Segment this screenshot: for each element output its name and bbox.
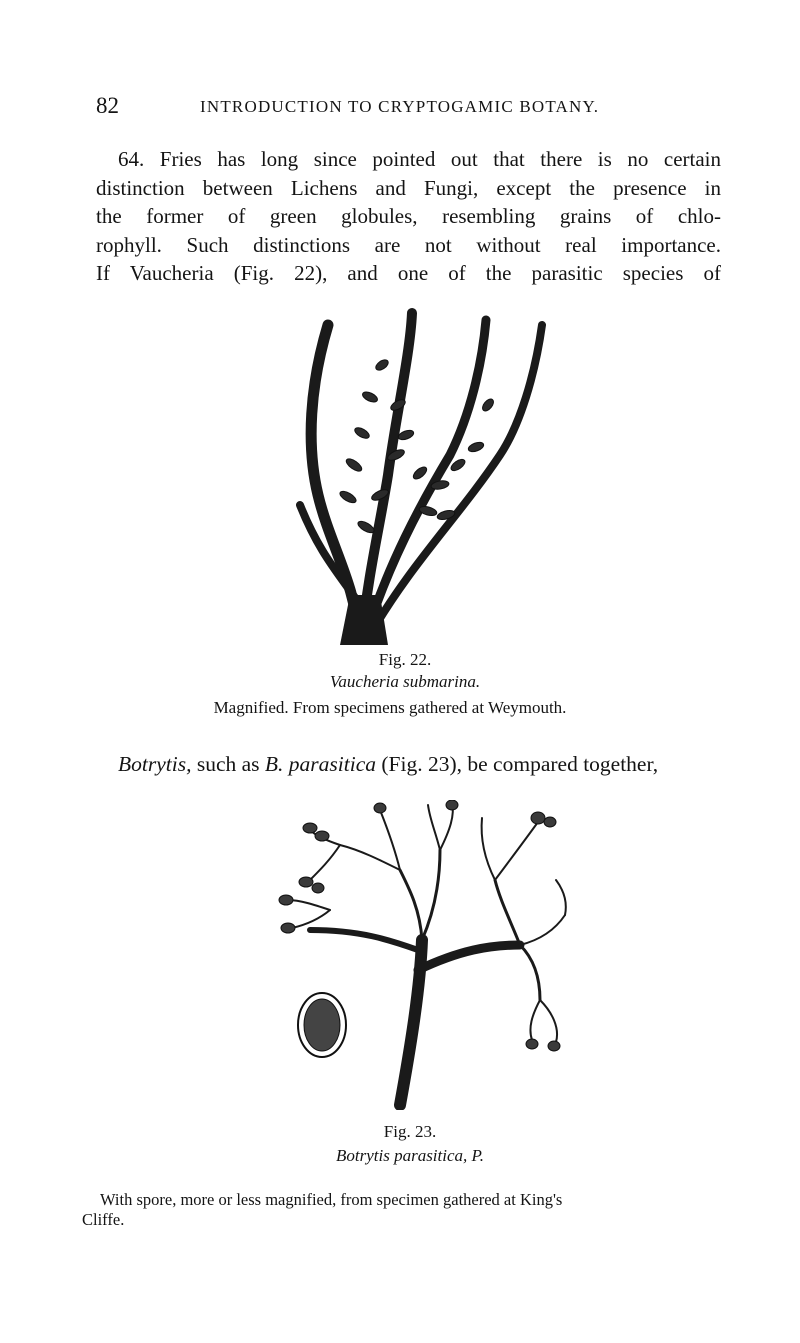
species-name: B. parasitica bbox=[264, 752, 377, 776]
figure-23-label: Fig. 23. bbox=[383, 1122, 437, 1141]
figure-23-name: Botrytis parasitica, P. bbox=[336, 1146, 484, 1165]
paragraph-line: 64. Fries has long since pointed out that there is no certain bbox=[118, 147, 721, 171]
body-paragraph bbox=[96, 145, 721, 288]
continuation-line bbox=[118, 752, 728, 777]
figure-22-label: Fig. 22. bbox=[378, 650, 432, 669]
genus-name: Botrytis, bbox=[118, 752, 192, 776]
continuation-text: such as bbox=[191, 752, 265, 776]
paragraph-line: the former of green globules, resembling grains of chlo- bbox=[96, 204, 721, 228]
figure-22-name: Vaucheria submarina. bbox=[329, 672, 481, 691]
paragraph-line: distinction between Lichens and Fungi, except the presence in bbox=[96, 175, 721, 200]
page-number: 82 bbox=[96, 93, 119, 118]
page-header bbox=[96, 93, 736, 127]
figure-23-note-line: Cliffe. bbox=[82, 1210, 125, 1229]
figure-22-caption bbox=[0, 650, 800, 718]
figure-23-caption bbox=[0, 1122, 800, 1166]
running-title: INTRODUCTION TO CRYPTOGAMIC BOTANY. bbox=[200, 97, 600, 116]
botrytis-illustration bbox=[270, 800, 580, 1110]
vaucheria-illustration bbox=[270, 305, 560, 645]
figure-23-note-line: With spore, more or less magnified, from specimen gathered at King's bbox=[100, 1190, 563, 1209]
paragraph-line: rophyll. Such distinctions are not without real importance. bbox=[96, 232, 721, 257]
figure-23-note bbox=[82, 1190, 722, 1230]
paragraph-line: If Vaucheria (Fig. 22), and one of the parasitic species of bbox=[96, 261, 721, 285]
continuation-text: (Fig. 23), be compared together, bbox=[376, 752, 659, 776]
figure-22-note: Magnified. From specimens gathered at Weymouth. bbox=[213, 698, 567, 717]
